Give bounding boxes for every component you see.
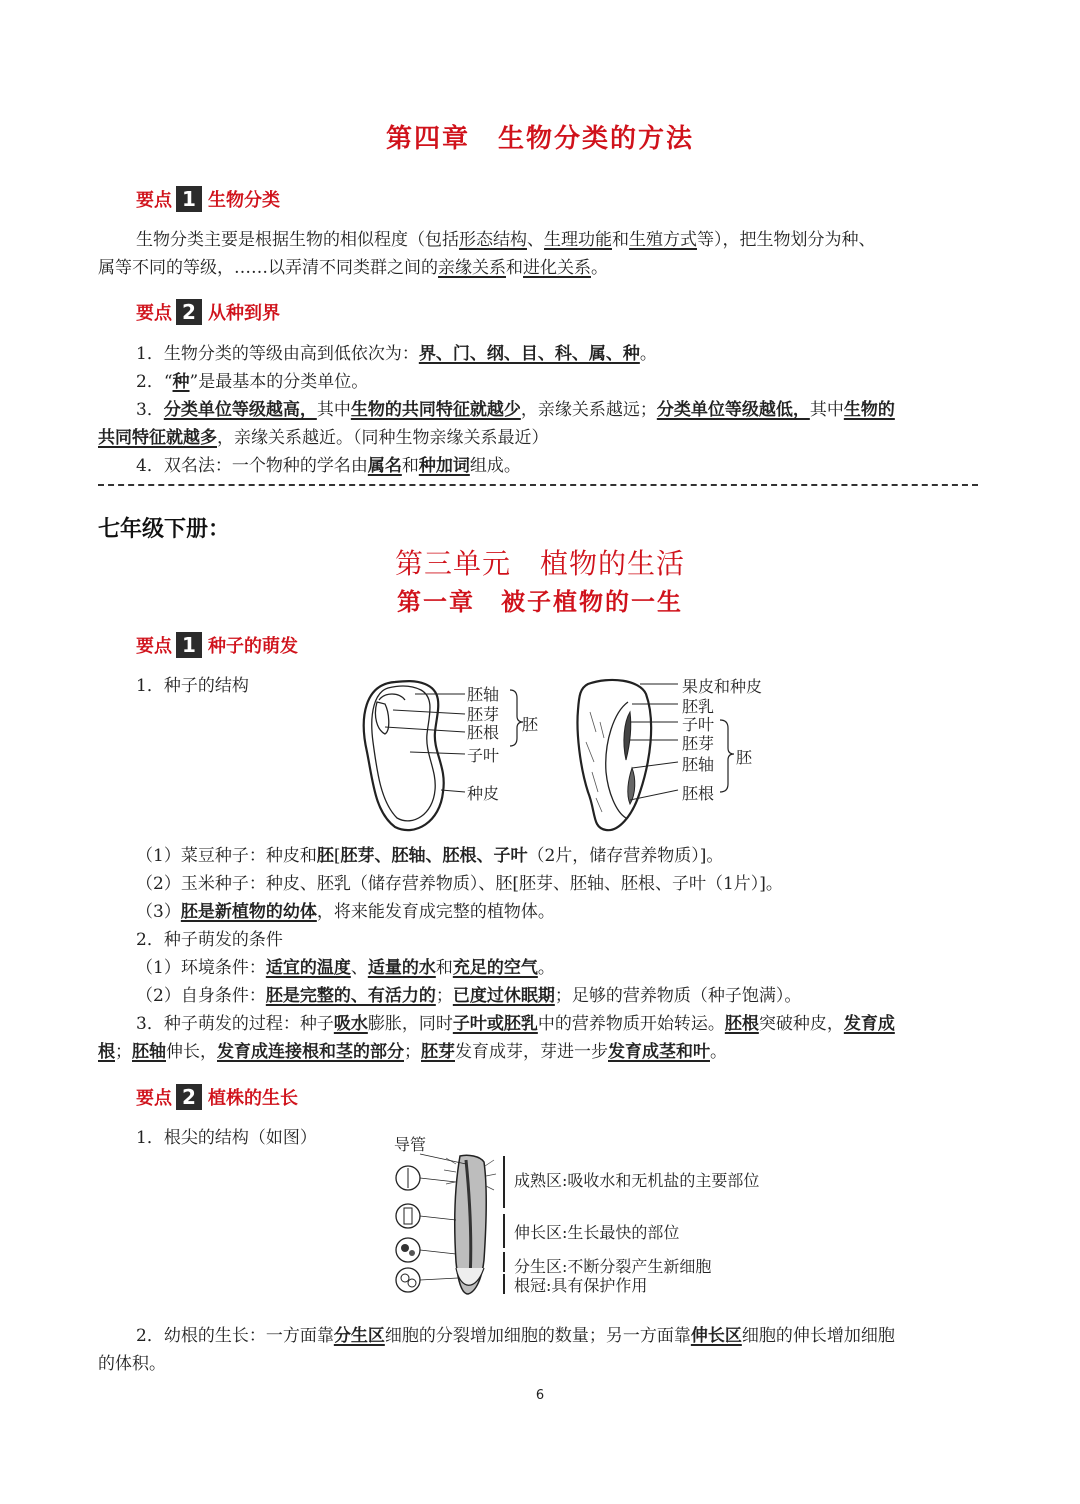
root-label-vessel: 导管	[394, 1135, 427, 1154]
key-point-number: 1	[176, 632, 202, 658]
root-label-cap: 根冠:具有保护作用	[514, 1276, 648, 1295]
key-point-number: 2	[176, 1084, 202, 1110]
key-point-heading	[136, 184, 280, 214]
paragraph-line: 2．幼根的生长：一方面靠分生区细胞的分裂增加细胞的数量；另一方面靠伸长区细胞的伸长增加细胞	[136, 1326, 895, 1346]
paragraph-line: 生物分类主要是根据生物的相似程度（包括形态结构、生理功能和生殖方式等），把生物划分为种、	[136, 230, 876, 250]
bean-seed-diagram	[355, 672, 555, 837]
bracket-line	[503, 1252, 505, 1272]
key-point-heading: 要点 2 从种到界	[136, 300, 280, 324]
key-point-prefix: 要点	[136, 190, 172, 211]
corn-label: 胚	[736, 748, 753, 767]
paragraph-line: （1）菜豆种子：种皮和胚[胚芽、胚轴、胚根、子叶（2片，储存营养物质）]。	[136, 846, 724, 866]
bracket-line	[503, 1214, 505, 1248]
paragraph-line: 共同特征就越多，亲缘关系越近。（同种生物亲缘关系最近）	[98, 428, 549, 448]
paragraph-line: 1．根尖的结构（如图）	[136, 1128, 317, 1148]
paragraph-line: （3）胚是新植物的幼体，将来能发育成完整的植物体。	[136, 902, 555, 922]
bean-label: 子叶	[467, 746, 500, 765]
key-point-number: 2	[176, 299, 202, 325]
root-label-meristem: 分生区:不断分裂产生新细胞	[514, 1257, 712, 1276]
chapter-title: 第一章 被子植物的一生	[397, 587, 683, 616]
root-label-mature: 成熟区:吸收水和无机盐的主要部位	[514, 1171, 760, 1190]
bean-label: 胚芽	[467, 705, 500, 724]
bracket-line	[503, 1156, 505, 1208]
paragraph-line: 的体积。	[98, 1354, 166, 1374]
paragraph-line: 属等不同的等级，……以弄清不同类群之间的亲缘关系和进化关系。	[98, 258, 608, 278]
bean-label: 胚	[522, 715, 539, 734]
grade-heading: 七年级下册：	[98, 517, 231, 542]
bean-label: 种皮	[467, 784, 500, 803]
paragraph-line: 根；胚轴伸长，发育成连接根和茎的部分；胚芽发育成芽，芽进一步发育成茎和叶。	[98, 1042, 727, 1062]
root-tip-diagram	[390, 1150, 510, 1300]
corn-label: 果皮和种皮	[682, 677, 763, 696]
unit-title: 第三单元 植物的生活	[394, 547, 685, 580]
key-point-label: 生物分类	[208, 190, 280, 211]
chapter-title: 第四章 生物分类的方法	[385, 124, 694, 154]
corn-label: 胚乳	[682, 697, 715, 716]
paragraph-line: （2）玉米种子：种皮、胚乳（储存营养物质）、胚[胚芽、胚轴、胚根、子叶（1片）]。	[136, 874, 783, 894]
key-point-heading: 要点 2 植株的生长	[136, 1085, 298, 1109]
page-number: 6	[535, 1388, 545, 1403]
key-point-number: 1	[176, 186, 202, 212]
dashed-divider	[98, 484, 978, 486]
corn-label: 胚芽	[682, 734, 715, 753]
paragraph-line: 2．“种”是最基本的分类单位。	[136, 372, 369, 392]
paragraph-line: 4．双名法：一个物种的学名由属名和种加词组成。	[136, 456, 521, 476]
paragraph-line: 3．分类单位等级越高，其中生物的共同特征就越少，亲缘关系越远；分类单位等级越低，其中生物的	[136, 400, 895, 420]
bracket-line	[503, 1274, 505, 1294]
paragraph-line: 2．种子萌发的条件	[136, 930, 283, 950]
paragraph-line: （1）环境条件：适宜的温度、适量的水和充足的空气。	[136, 958, 555, 978]
paragraph-line: 1．生物分类的等级由高到低依次为：界、门、纲、目、科、属、种。	[136, 344, 657, 364]
corn-label: 胚轴	[682, 755, 715, 774]
key-point-heading: 要点 1 种子的萌发	[136, 633, 298, 657]
corn-seed-diagram	[570, 672, 763, 842]
root-label-elongation: 伸长区:生长最快的部位	[514, 1223, 680, 1242]
bean-label: 胚轴	[467, 685, 500, 704]
paragraph-line: 1．种子的结构	[136, 676, 249, 696]
bean-label: 胚根	[467, 723, 500, 742]
corn-label: 胚根	[682, 784, 715, 803]
corn-label: 子叶	[682, 715, 715, 734]
paragraph-line: （2）自身条件：胚是完整的、有活力的；已度过休眠期；足够的营养物质（种子饱满）。	[136, 986, 802, 1006]
paragraph-line: 3．种子萌发的过程：种子吸水膨胀，同时子叶或胚乳中的营养物质开始转运。胚根突破种皮，发育成	[136, 1014, 895, 1034]
